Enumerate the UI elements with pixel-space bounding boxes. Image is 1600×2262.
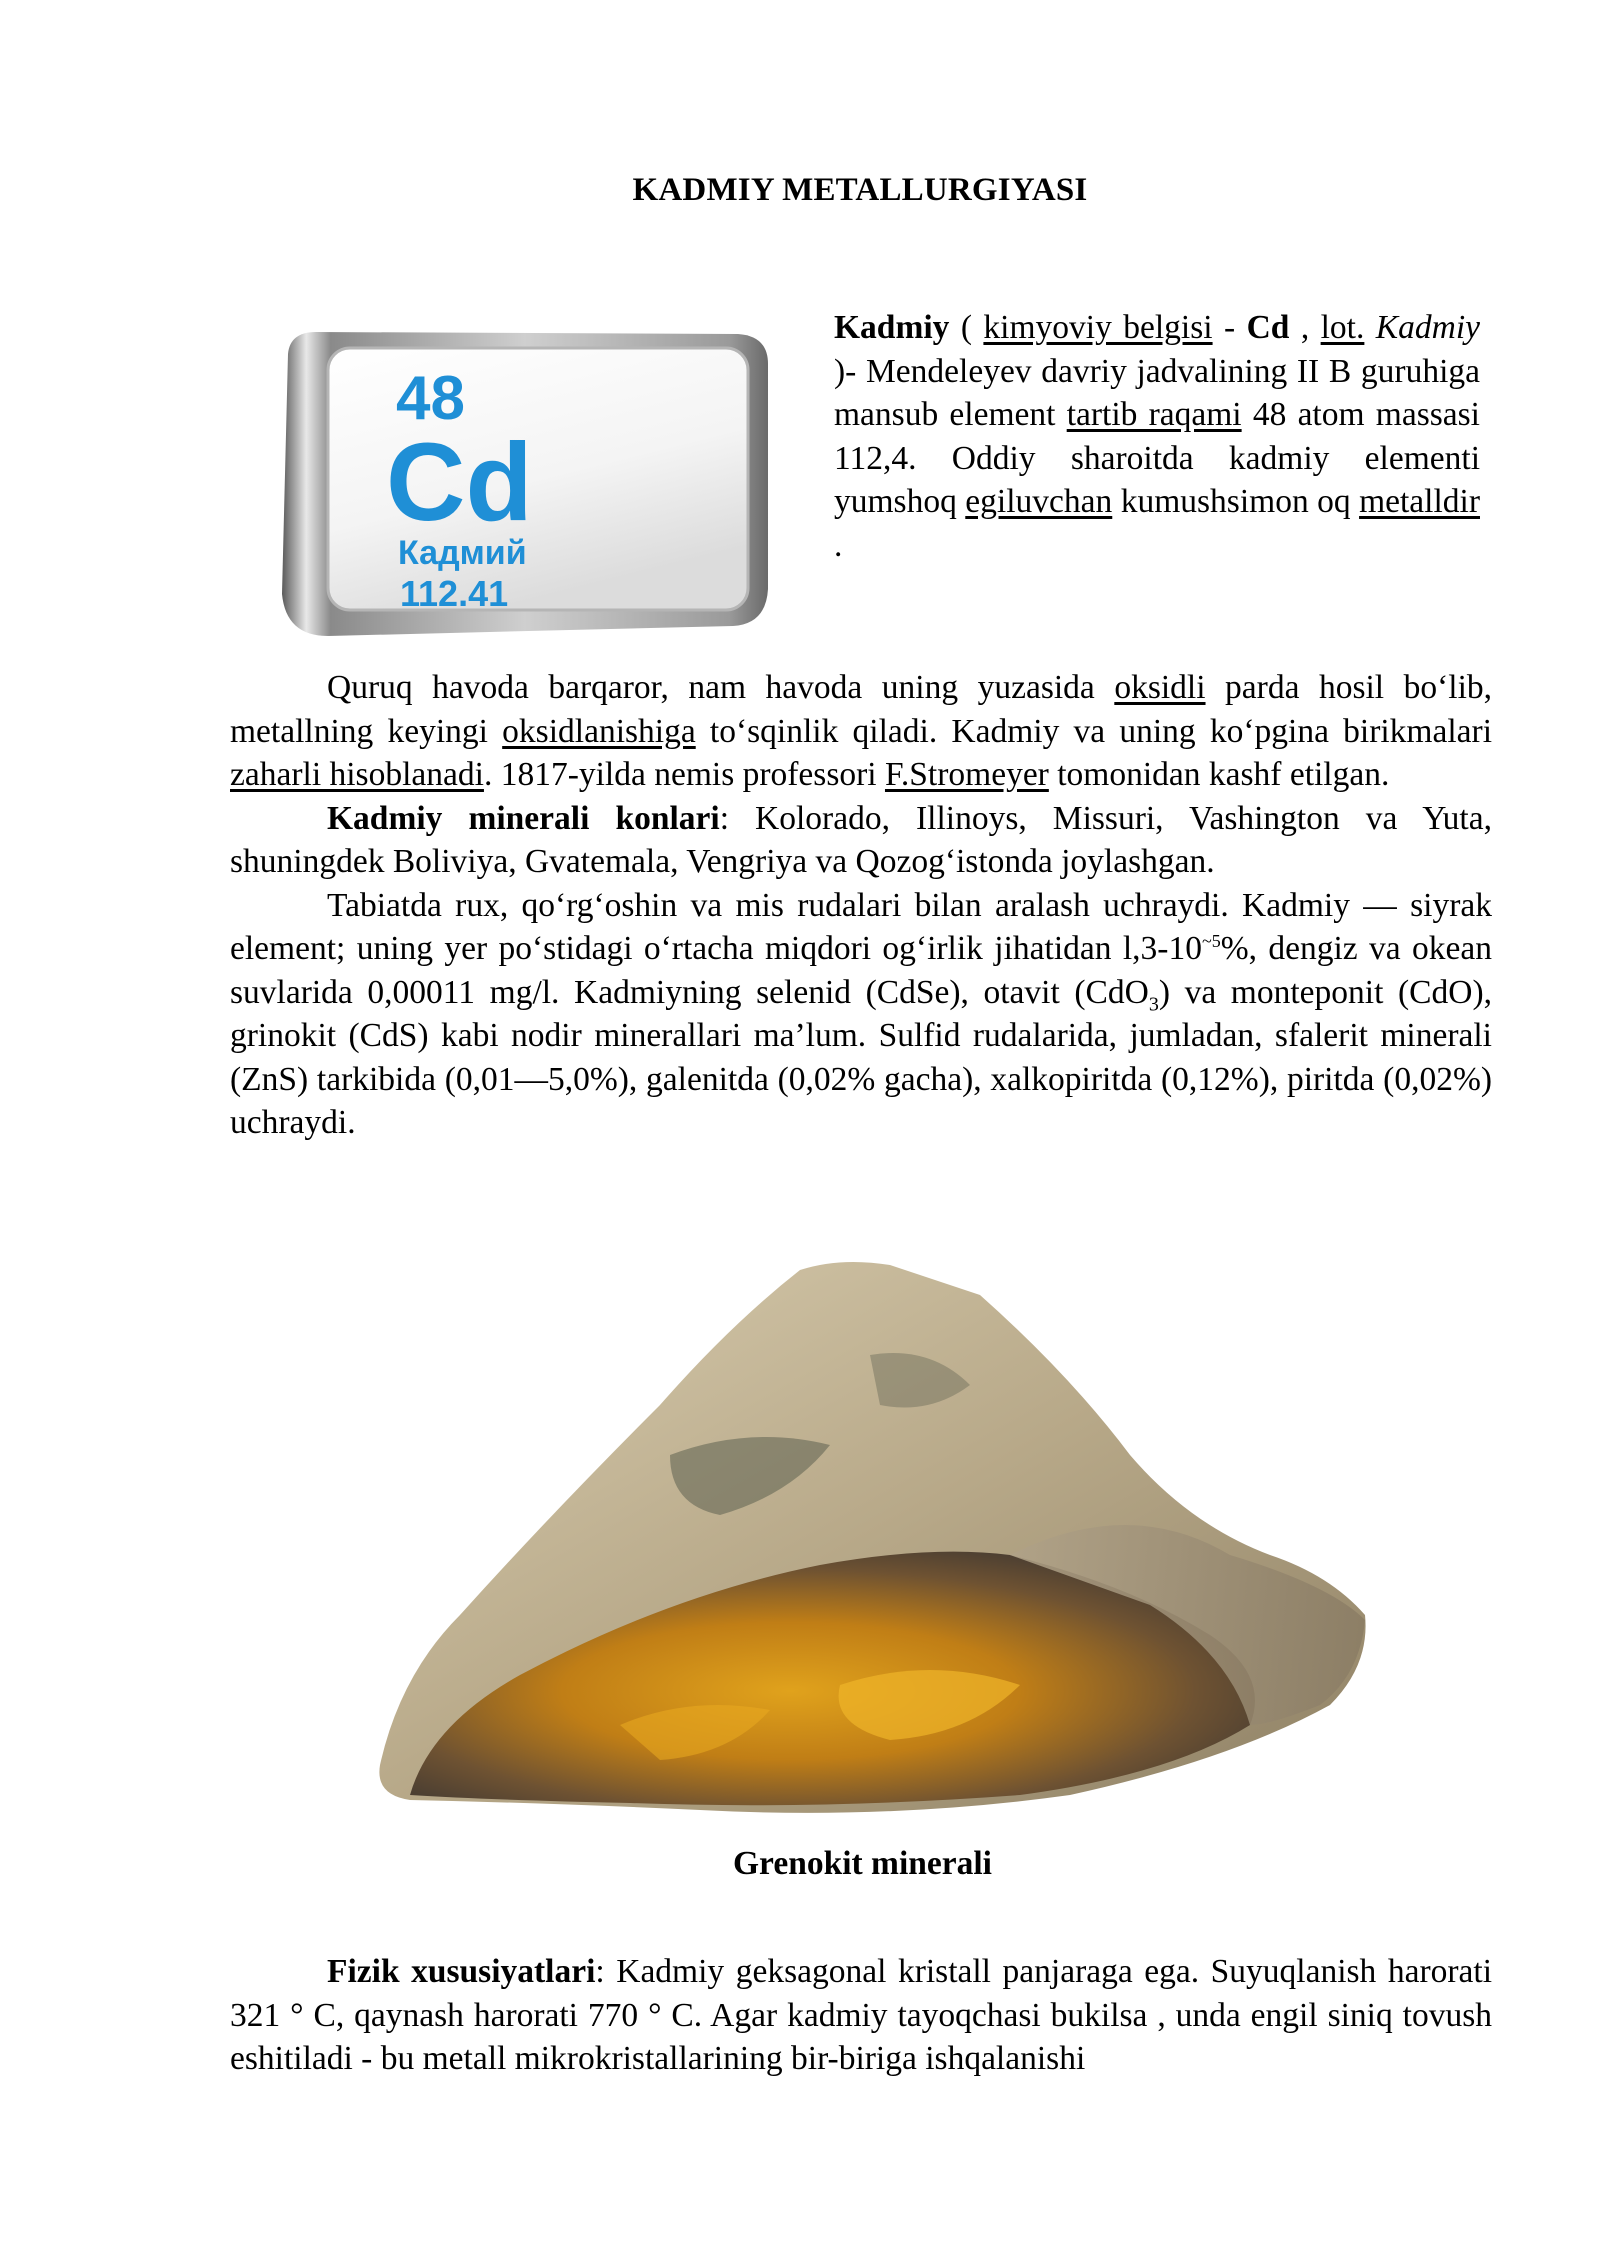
paragraph-text: ) va monteponit (CdO), grinokit (CdS) kabi nodir minerallari ma’lum. Sulfid rudalarida, jumladan, sfalerit minerali (ZnS) tarkibida (0,01—5,0%), galenitda (0,02% gacha), xalkopiritda (0,12%), piritda (0,02%) uchraydi.: [230, 973, 1492, 1141]
intro-text: [1364, 309, 1375, 346]
subscript: 3: [1148, 993, 1159, 1016]
intro-text: .: [834, 526, 843, 564]
intro-text: ,: [1289, 309, 1321, 346]
physical-label: Fizik xususiyatlari: [327, 1953, 596, 1990]
intro-term: Kadmiy: [834, 309, 950, 346]
link-lot[interactable]: lot.: [1320, 309, 1365, 346]
tile-atomic-number: 48: [396, 364, 465, 433]
superscript: ~5: [1201, 930, 1221, 951]
cadmium-tile-image: [268, 324, 778, 644]
intro-text: 48 atom massasi 112,4. Oddiy sharoitda kadmiy elementi yumshoq: [834, 396, 1480, 520]
paragraph-deposits: [230, 797, 1492, 884]
document-title: KADMIY METALLURGIYASI: [632, 172, 1088, 208]
cadmium-element-tile: [268, 324, 778, 644]
paragraph-text: parda hosil bo‘lib, metallning keyingi: [230, 669, 1492, 750]
intro-text: )- Mendeleyev davriy jadvalining II B guruhiga mansub element: [834, 352, 1480, 433]
link-egiluvchan[interactable]: egiluvchan: [965, 483, 1113, 520]
intro-latin-name: Kadmiy: [1375, 309, 1481, 346]
physical-properties-section: [230, 1950, 1492, 2081]
link-oksidli[interactable]: oksidli: [1114, 669, 1206, 706]
link-kimyoviy-belgisi[interactable]: kimyoviy belgisi: [983, 309, 1213, 346]
paragraph-text: Tabiatda rux, qo‘rg‘oshin va mis rudalari bilan aralash uchraydi. Kadmiy — siyrak element; uning yer po‘stidagi o‘rtacha miqdori og‘irlik jihatidan l,3-10: [230, 886, 1492, 967]
paragraph-text: : Kadmiy geksagonal kristall panjaraga ega. Suyuqlanish harorati 321 ° C, qaynash harorati 770 ° C. Agar kadmiy tayoqchasi bukilsa , unda engil siniq tovush eshitiladi - bu metall mikrokristallarining bir-biriga ishqalanishi: [230, 1953, 1492, 2077]
link-oksidlanishiga[interactable]: oksidlanishiga: [502, 712, 696, 750]
deposits-label: Kadmiy minerali konlari: [327, 799, 720, 837]
paragraph-text: : Kolorado, Illinoys, Missuri, Vashington va Yuta, shuningdek Boliviya, Gvatemala, Vengriya va Qozog‘istonda joylashgan.: [230, 799, 1492, 880]
paragraph-text: %, dengiz va okean suvlarida 0,00011 mg/l. Kadmiyning selenid (CdSe), otavit (CdO: [230, 930, 1492, 1011]
paragraph-properties: [230, 666, 1492, 797]
paragraph-text: tomonidan kashf etilgan.: [1048, 756, 1390, 793]
paragraph-text: . 1817-yilda nemis professori: [483, 756, 885, 793]
tile-name-ru: Кадмий: [398, 534, 527, 572]
paragraph-text: Quruq havoda barqaror, nam havoda uning yuzasida: [327, 669, 1115, 706]
link-stromeyer[interactable]: F.Stromeyer: [884, 756, 1049, 793]
paragraph-occurrence: [230, 884, 1492, 1145]
intro-text: (: [949, 309, 984, 346]
paragraph-text: to‘sqinlik qiladi. Kadmiy va uning ko‘pgina birikmalari: [695, 712, 1492, 750]
body-section: [230, 666, 1492, 1145]
rock-illustration: [370, 1255, 1380, 1825]
greenockite-mineral-image: [370, 1255, 1380, 1825]
link-tartib-raqami[interactable]: tartib raqami: [1066, 396, 1242, 433]
tile-symbol: Cd: [386, 421, 533, 544]
tile-atomic-mass: 112.41: [400, 573, 509, 614]
intro-symbol: Cd: [1246, 309, 1290, 346]
link-metalldir[interactable]: metalldir: [1359, 483, 1480, 520]
intro-text: -: [1212, 309, 1247, 346]
figure-caption: Grenokit minerali: [733, 1845, 992, 1882]
paragraph-physical: [230, 1950, 1492, 2081]
link-zaharli-hisoblanadi[interactable]: zaharli hisoblanadi: [230, 756, 484, 793]
intro-text: kumushsimon oq: [1112, 483, 1360, 520]
intro-paragraph: [834, 306, 1480, 567]
